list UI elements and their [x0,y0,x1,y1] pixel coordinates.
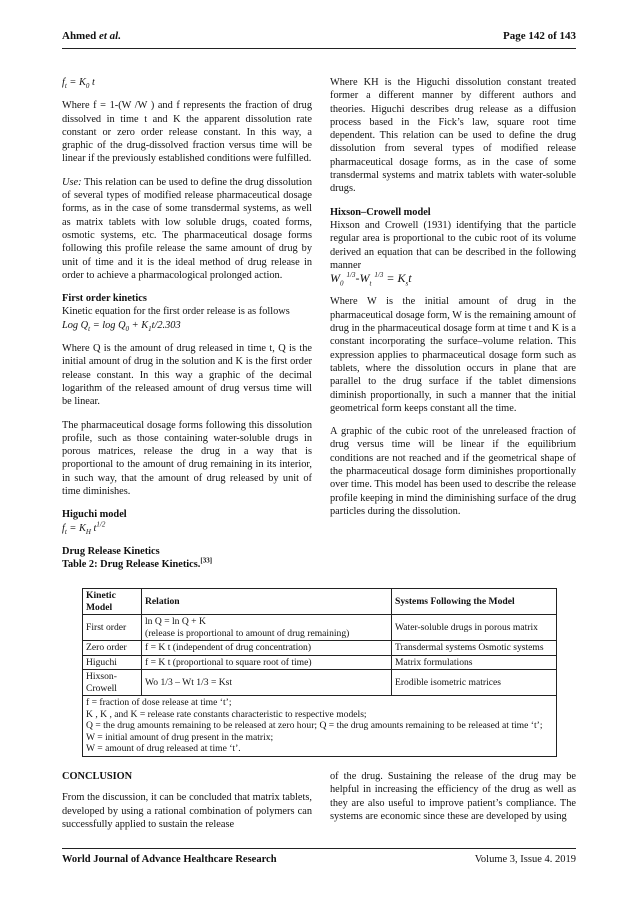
kinetics-heading: Drug Release Kinetics [62,545,160,557]
page-header [62,30,576,50]
conclusion-left-text: From the discussion, it can be concluded that matrix tablets, developed by using a rational combination of polymers can successfully applied to sustain the release [62,792,312,830]
running-author: Ahmed et al. [62,30,121,42]
table-row [83,615,557,641]
first-order-heading: First order kinetics [62,293,147,305]
table-notes-row [83,696,557,757]
table-note: f = fraction of dose release at time ‘t’; [86,697,232,708]
table-notes [83,696,557,757]
conclusion-right [330,770,576,833]
table-row [83,670,557,696]
table-header: Systems Following the Model [392,589,557,615]
zero-order-paragraph: Where f = 1-(W /W ) and f represents the fraction of drug dissolved in time t and K the apparent dissolution rate constant or zero order release constant. In this way, a graphic of the drug-dissolved fraction versus time will be linear if the previously established conditions were fulfilled. [62,100,312,165]
hixson-heading: Hixson–Crowell model [330,206,431,218]
hixson-paragraph: Hixson and Crowell (1931) identifying that the particle regular area is proportional to the cubic root of its volume derived an equation that can be described in the following manner [330,219,576,271]
conclusion-heading: CONCLUSION [62,771,133,782]
volume-issue: Volume 3, Issue 4. 2019 [474,854,576,865]
first-order-intro: Kinetic equation for the first order release is as follows [62,306,290,318]
table-header: Kinetic Model [83,589,142,615]
conclusion-left [62,770,312,841]
zero-order-equation: $f_t = K_0$ t [62,77,95,91]
table-row [83,641,557,656]
w0-paragraph: Where W is the initial amount of drug in the pharmaceutical dosage form, W is the remaining amount of drug in the pharmaceutical dosage form at time t and K is a constant incorporating the surface–volume relation. This expression applies to pharmaceutical dosage form such as tablets, where the dissolution occurs in plane that are parallel to the drug surface if the tablet dimensions diminish proportionally, in such a manner that the initial geometrical form keeps constant all the time. [330,296,576,414]
table-note: Q = the drug amounts remaining to be released at zero hour; Q = the drug amounts remaining to be released at time ‘t’; W = initial amount of drug present in the matrix; [86,720,543,743]
right-column [330,76,576,528]
table-cell-relation: Wo 1/3 – Wt 1/3 = Kst [142,670,392,696]
higuchi-heading: Higuchi model [62,509,127,521]
table-caption: Table 2: Drug Release Kinetics.[33] [62,556,213,571]
table-cell-model: Zero order [83,641,142,656]
left-column [62,76,312,572]
kinetics-table [82,588,557,757]
table-cell-relation: f = K t (independent of drug concentration) [142,641,392,656]
conclusion-right-text: of the drug. Sustaining the release of the drug may be helpful in increasing the efficiency of the drug as well as they are also useful to improve patient’s compliance. The systems are economic since these are developed by using [330,771,576,822]
header-rule [62,48,576,49]
table-note: K , K , and K = release rate constants characteristic to respective models; [86,708,367,720]
hixson-equation: $W_0$ $^{1/3}-W_t$ $^{1/3} = K_st$ [330,271,412,288]
table-cell-relation: f = K t (proportional to square root of time) [142,655,392,670]
table-cell-systems: Matrix formulations [392,655,557,670]
page-number: Page 142 of 143 [502,30,576,42]
higuchi-equation: $f_t = K_H$ $t^{1/2}$ [62,520,106,536]
table-row [83,655,557,670]
first-order-equation: Log $Q_t = \log Q_0 + K_1t/2.303$ [62,319,181,333]
table-cell-model: First order [83,615,142,641]
table-cell-systems: Water-soluble drugs in porous matrix [392,615,557,641]
table-cell-model: Hixson-Crowell [83,670,142,696]
table-cell-systems: Erodible isometric matrices [392,670,557,696]
table-header-row [83,589,557,615]
cubic-root-paragraph: A graphic of the cubic root of the unreleased fraction of drug versus time will be linear if the equilibrium conditions are not reached and if the geometrical shape of the pharmaceutical dosage form diminishes proportionally over time. This model has been used to describe the release profile keeping in mind the diminishing surface of the drug particles during the dissolution. [330,426,576,517]
higuchi-constant-paragraph: Where KH is the Higuchi dissolution constant treated former a different manner by different authors and theories. Higuchi describes drug release as a diffusion process based in the Fick’s law, square root time dependent. This relation can be used to define the drug dissolution from several types of modified release pharmaceutical dosage forms, as in the case of some transdermal systems and matrix tablets with water-soluble drugs. [330,77,576,195]
dissolution-paragraph: The pharmaceutical dosage forms following this dissolution profile, such as those containing water-soluble drugs in porous matrices, release the drug in a way that is proportional to the amount of drug remaining in its interior, in such way, that the amount of drug released by unit of time diminishes. [62,419,312,498]
table-header: Relation [142,589,392,615]
table-cell-relation: ln Q = ln Q + K (release is proportional to amount of drug remaining) [142,615,392,641]
footer-rule [62,848,576,849]
first-order-paragraph: Where Q is the amount of drug released in time t, Q is the initial amount of drug in the solution and K is the first order release constant. In this way a graphic of the decimal logarithm of the released amount of drug versus time will be linear. [62,343,312,408]
journal-name: World Journal of Advance Healthcare Research [62,854,277,865]
table-note: W = amount of drug released at time ‘t’. [86,743,241,754]
table-cell-systems: Transdermal systems Osmotic systems [392,641,557,656]
table-cell-model: Higuchi [83,655,142,670]
use-paragraph: Use: This relation can be used to define the drug dissolution of several types of modified release pharmaceutical dosage forms, as in the case of some transdermal systems, as well as matrix tablets with low soluble drugs, coated forms, osmotic systems, etc. The pharmaceutical dosage forms following this profile release the same amount of drug by unit of time and it is the ideal method of drug release in order to achieve a pharmacological prolonged action. [62,176,312,281]
